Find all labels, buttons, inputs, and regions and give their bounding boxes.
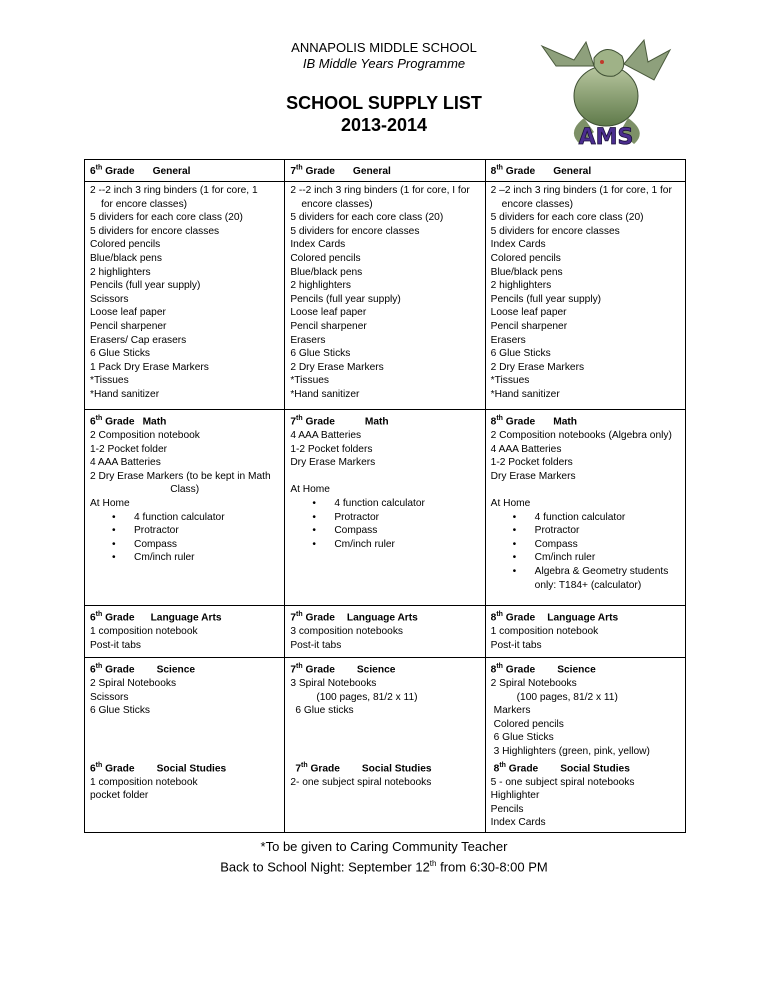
grade8-science-social: 8th Grade Science 2 Spiral Notebooks (100 pages, 81/2 x 11) Markers Colored pencils 6 Glue Sticks 3 Highlighters (green, pink, yellow) 8th Grade Social Studies 5 - one subject spiral notebooks Highlighter Pencils Index Cards — [485, 657, 685, 832]
row-general — [85, 160, 686, 182]
grade6-home-list: • 4 function calculator • Protractor • Compass • Cm/inch ruler — [90, 511, 279, 565]
grade7-math: 7th Grade Math 4 AAA Batteries 1-2 Pocket folders Dry Erase Markers At Home • 4 function calculator • Protractor • Compass • Cm/inch ruler — [285, 409, 485, 605]
grade7-general-list: 2 --2 inch 3 ring binders (1 for core, I for encore classes) 5 dividers for each core class (20) 5 dividers for encore classes Index Cards Colored pencils Blue/black pens 2 highlighters Pencils (full year supply) Loose leaf paper Pencil sharpener Erasers 6 Glue Sticks 2 Dry Erase Markers *Tissues *Hand sanitizer — [285, 181, 485, 409]
grade8-math: 8th Grade Math 2 Composition notebooks (Algebra only) 4 AAA Batteries 1-2 Pocket folders Dry Erase Markers At Home • 4 function calculator • Protractor • Compass • Cm/inch ruler • Algebra & Geometry students only: T184+ (calculator) — [485, 409, 685, 605]
school-name: ANNAPOLIS MIDDLE SCHOOL — [291, 40, 477, 55]
grade7-language-arts: 7th Grade Language Arts 3 composition notebooks Post-it tabs — [285, 605, 485, 657]
grade6-general-head: 6th Grade General — [85, 160, 285, 182]
grade8-general-list: 2 –2 inch 3 ring binders (1 for core, 1 for encore classes) 5 dividers for each core class (20) 5 dividers for encore classes Index Cards Colored pencils Blue/black pens 2 highlighters Pencils (full year supply) Loose leaf paper Pencil sharpener Erasers 6 Glue Sticks 2 Dry Erase Markers *Tissues *Hand sanitizer — [485, 181, 685, 409]
footer-note: *To be given to Caring Community Teacher — [260, 839, 508, 854]
supply-table — [84, 159, 686, 833]
title-line-2: 2013-2014 — [340, 115, 428, 135]
row-math — [85, 409, 686, 605]
program-name: IB Middle Years Programme — [302, 56, 466, 71]
logo-text: AMS — [578, 125, 634, 150]
grade7-home-list: • 4 function calculator • Protractor • Compass • Cm/inch ruler — [290, 497, 479, 551]
row-general-items — [85, 181, 686, 409]
row-science-social-studies — [85, 657, 686, 832]
grade6-math: 6th Grade Math 2 Composition notebook 1-2 Pocket folder 4 AAA Batteries 2 Dry Erase Markers (to be kept in Math Class) At Home • 4 function calculator • Protractor • Compass • Cm/inch ruler — [85, 409, 285, 605]
grade7-science-social: 7th Grade Science 3 Spiral Notebooks (100 pages, 81/2 x 11) 6 Glue sticks 7th Grade Social Studies 2- one subject spiral notebooks — [285, 657, 485, 832]
back-to-school-night: Back to School Night: September 12th from 6:30-8:00 PM — [220, 859, 548, 875]
dragon-logo — [536, 36, 676, 154]
grade8-language-arts: 8th Grade Language Arts 1 composition notebook Post-it tabs — [485, 605, 685, 657]
grade6-science-social: 6th Grade Science 2 Spiral Notebooks Scissors 6 Glue Sticks 6th Grade Social Studies 1 composition notebook pocket folder — [85, 657, 285, 832]
title-line-1: SCHOOL SUPPLY LIST — [286, 93, 482, 113]
row-language-arts — [85, 605, 686, 657]
grade8-home-list: • 4 function calculator • Protractor • Compass • Cm/inch ruler • Algebra & Geometry students only: T184+ (calculator) — [491, 511, 680, 593]
grade6-language-arts: 6th Grade Language Arts 1 composition notebook Post-it tabs — [85, 605, 285, 657]
footer — [0, 838, 768, 875]
grade6-general-list: 2 --2 inch 3 ring binders (1 for core, 1 for encore classes) 5 dividers for each core class (20) 5 dividers for encore classes Colored pencils Blue/black pens 2 highlighters Pencils (full year supply) Scissors Loose leaf paper Pencil sharpener Erasers/ Cap erasers 6 Glue Sticks 1 Pack Dry Erase Markers *Tissues *Hand sanitizer — [85, 181, 285, 409]
grade7-general-head: 7th Grade General — [285, 160, 485, 182]
grade8-general-head: 8th Grade General — [485, 160, 685, 182]
